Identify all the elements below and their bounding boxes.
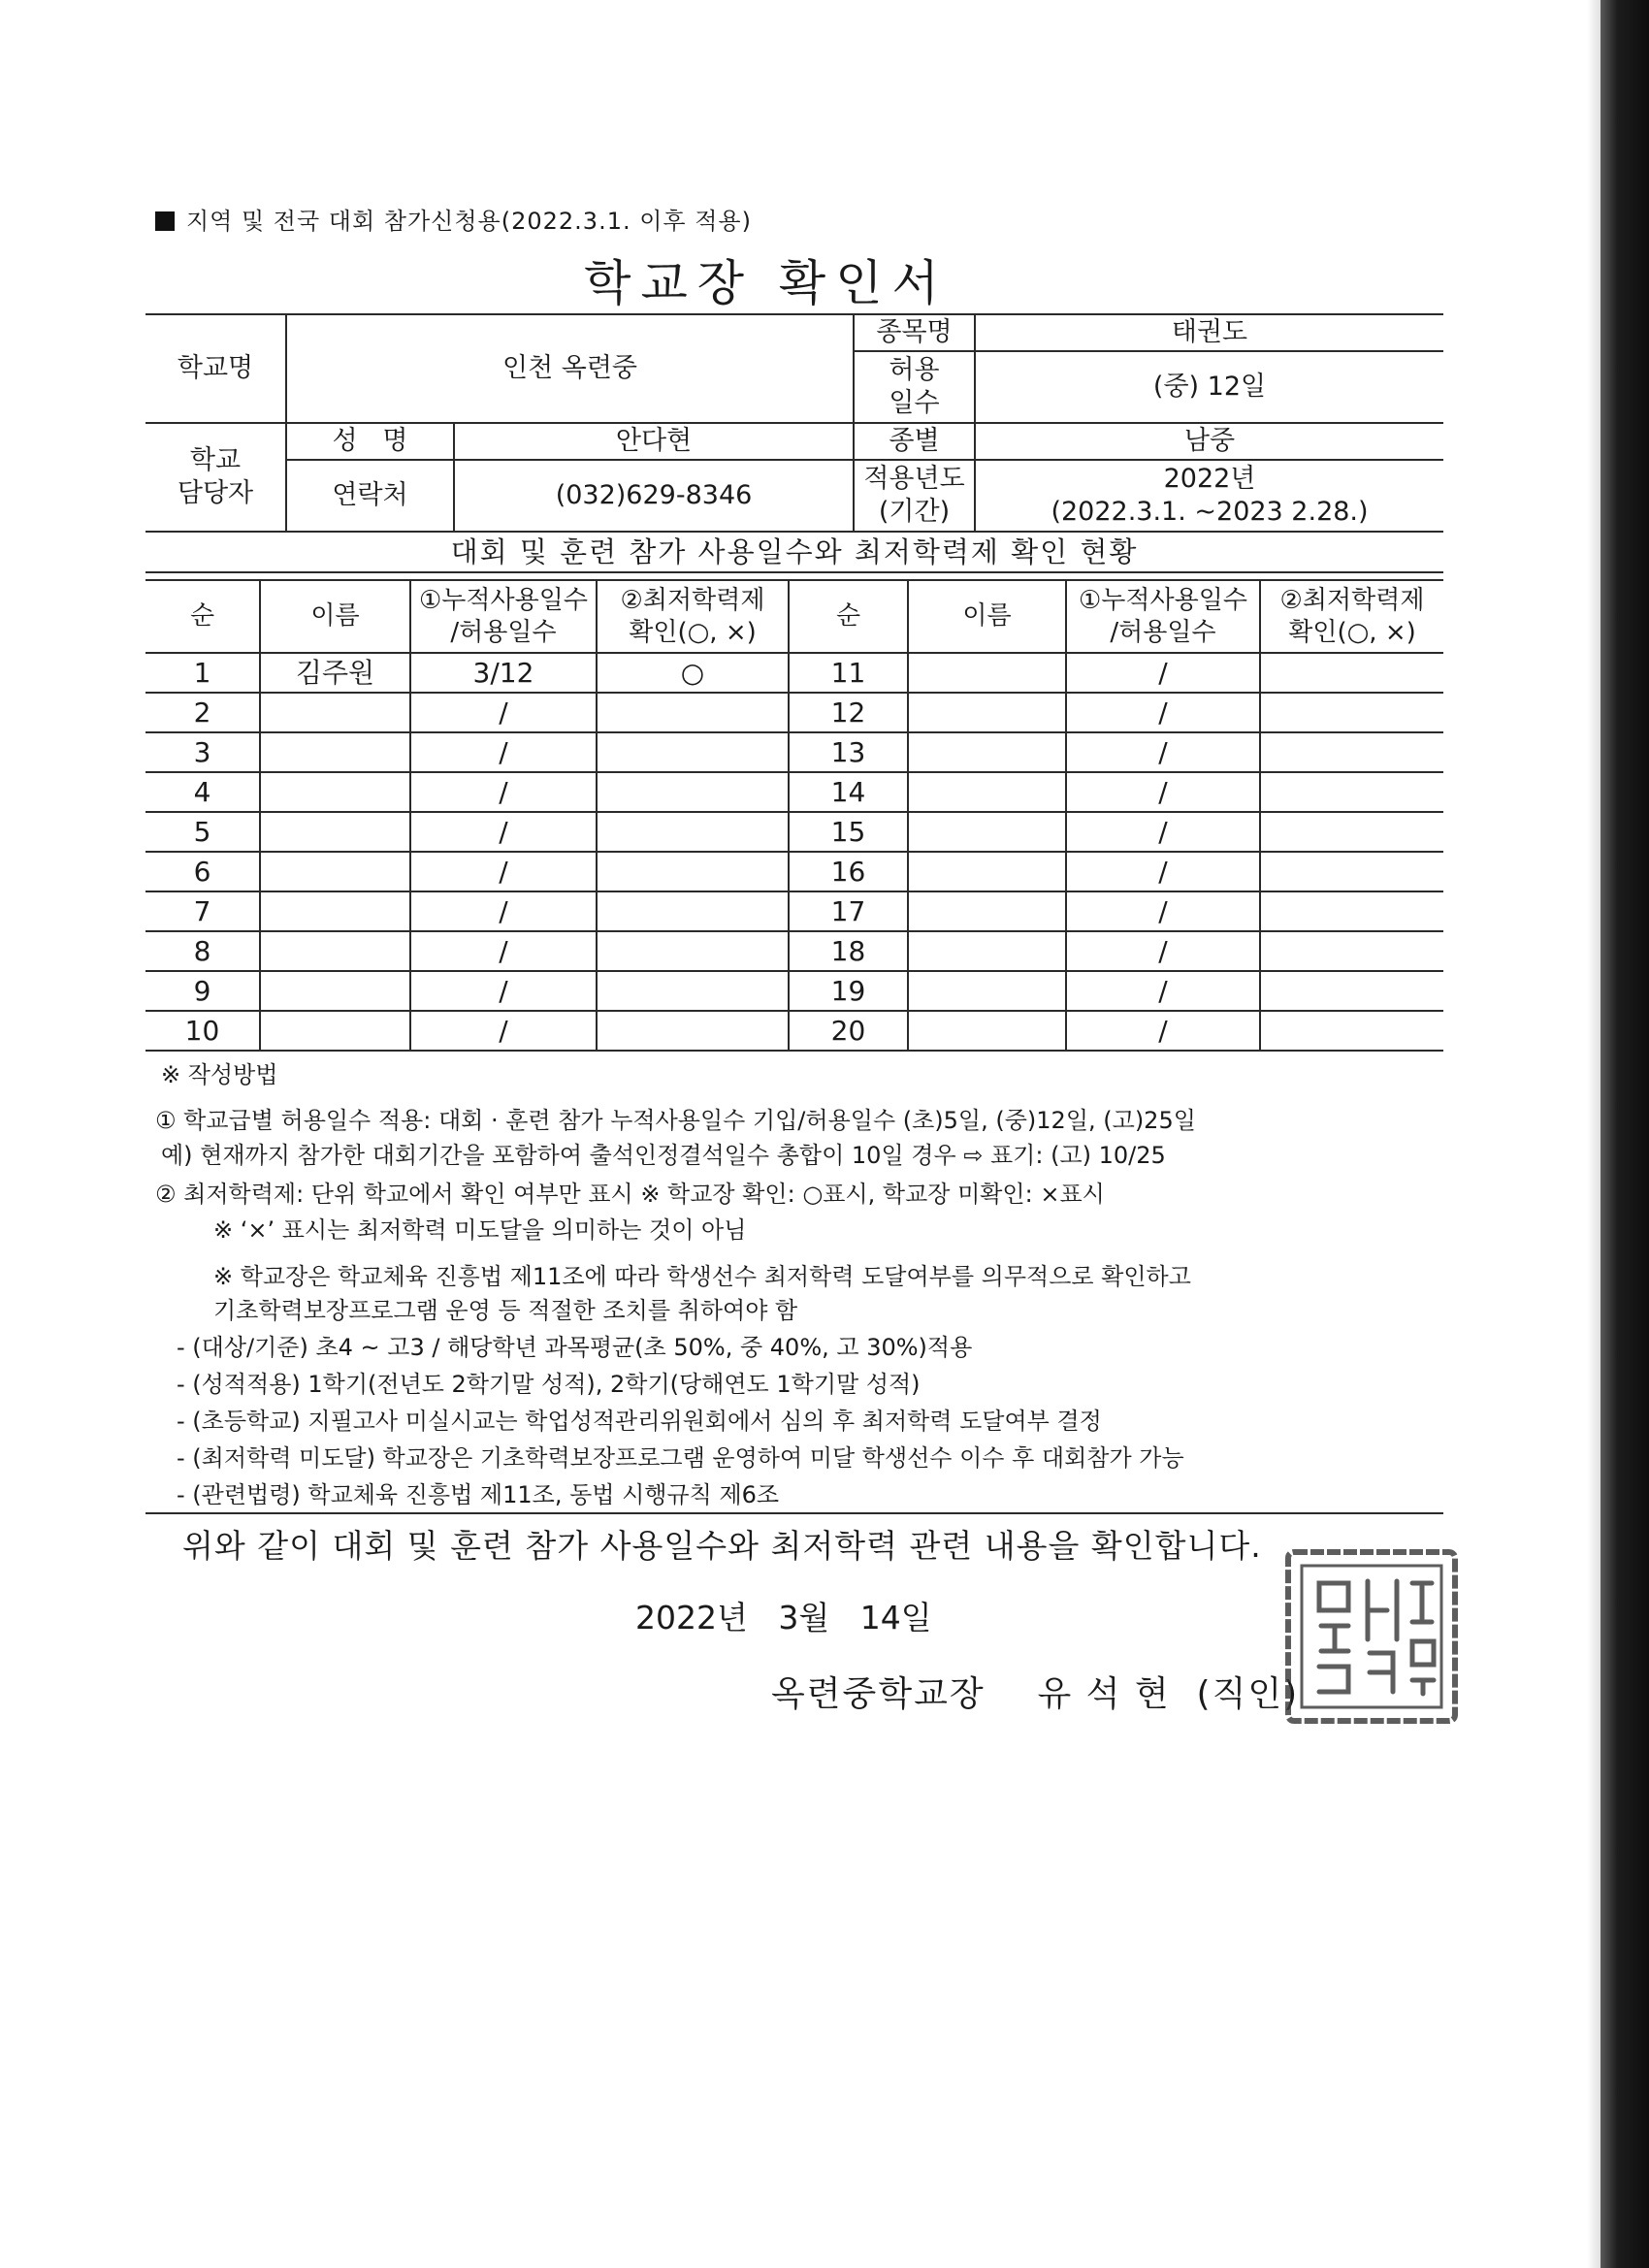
roster-cell-days: / bbox=[1066, 1011, 1260, 1051]
roster-cell-name bbox=[260, 812, 410, 852]
col-name-left: 이름 bbox=[260, 580, 410, 653]
roster-cell-name bbox=[908, 1011, 1066, 1051]
roster-cell-no: 17 bbox=[789, 891, 908, 931]
name-label: 성 명 bbox=[286, 423, 454, 460]
note-line: - (성적적용) 1학기(전년도 2학기말 성적), 2학기(당해연도 1학기말 성적) bbox=[177, 1371, 921, 1398]
col-days-left bbox=[410, 580, 597, 653]
col-days-line2: /허용일수 bbox=[450, 617, 557, 647]
roster-cell-check bbox=[1260, 852, 1443, 891]
roster-cell-days: / bbox=[410, 891, 597, 931]
col-academic-line2: 확인(○, ×) bbox=[629, 617, 757, 647]
divider bbox=[146, 1512, 1443, 1514]
allowed-days-label-line1: 허용 bbox=[889, 355, 940, 386]
col-days-line1: ①누적사용일수 bbox=[1078, 586, 1247, 615]
note-line: - (최저학력 미도달) 학교장은 기초학력보장프로그램 운영하여 미달 학생선수 이수 후 대회참가 가능 bbox=[177, 1444, 1184, 1472]
manager-label bbox=[146, 423, 286, 532]
roster-cell-name bbox=[908, 653, 1066, 693]
date-year: 2022년 bbox=[635, 1599, 748, 1636]
signature-line bbox=[771, 1667, 1299, 1716]
roster-cell-no: 15 bbox=[789, 812, 908, 852]
roster-table bbox=[146, 579, 1443, 1052]
col-no-left: 순 bbox=[146, 580, 260, 653]
sport-value: 태권도 bbox=[975, 314, 1443, 351]
col-name-right: 이름 bbox=[908, 580, 1066, 653]
note-line: ② 최저학력제: 단위 학교에서 확인 여부만 표시 ※ 학교장 확인: ○표시, 학교장 미확인: ×표시 bbox=[155, 1181, 1105, 1208]
signature-principal: 유 석 현 bbox=[1037, 1674, 1171, 1714]
col-academic-line2: 확인(○, ×) bbox=[1288, 617, 1416, 647]
table-row bbox=[146, 772, 1443, 812]
roster-cell-days: / bbox=[1066, 772, 1260, 812]
roster-cell-name bbox=[260, 891, 410, 931]
roster-cell-no: 13 bbox=[789, 732, 908, 772]
year-value-line2: (2022.3.1. ~2023 2.28.) bbox=[1051, 497, 1369, 527]
document-title: 학교장 확인서 bbox=[584, 255, 949, 311]
roster-cell-name bbox=[908, 772, 1066, 812]
roster-cell-no: 9 bbox=[146, 971, 260, 1011]
col-no-right: 순 bbox=[789, 580, 908, 653]
roster-cell-check bbox=[1260, 653, 1443, 693]
roster-cell-days: / bbox=[410, 1011, 597, 1051]
roster-cell-name bbox=[260, 693, 410, 732]
roster-cell-check bbox=[597, 772, 789, 812]
roster-cell-no: 1 bbox=[146, 653, 260, 693]
roster-cell-name bbox=[908, 931, 1066, 971]
scan-edge bbox=[1600, 0, 1649, 2268]
roster-cell-name bbox=[908, 852, 1066, 891]
roster-cell-check bbox=[597, 693, 789, 732]
roster-cell-days: / bbox=[410, 852, 597, 891]
roster-cell-days: / bbox=[410, 732, 597, 772]
roster-cell-days: 3/12 bbox=[410, 653, 597, 693]
school-label: 학교명 bbox=[146, 314, 286, 423]
roster-cell-days: / bbox=[410, 772, 597, 812]
scan-shadow bbox=[1587, 0, 1600, 2268]
roster-cell-days: / bbox=[1066, 812, 1260, 852]
name-value: 안다현 bbox=[454, 423, 854, 460]
col-academic-left bbox=[597, 580, 789, 653]
table-row bbox=[146, 812, 1443, 852]
roster-cell-days: / bbox=[1066, 653, 1260, 693]
roster-cell-check bbox=[1260, 891, 1443, 931]
roster-cell-check bbox=[597, 1011, 789, 1051]
roster-cell-no: 3 bbox=[146, 732, 260, 772]
roster-cell-name bbox=[908, 891, 1066, 931]
year-label-line2: (기간) bbox=[878, 497, 951, 527]
roster-cell-days: / bbox=[1066, 852, 1260, 891]
roster-cell-check bbox=[597, 971, 789, 1011]
contact-value: (032)629-8346 bbox=[454, 460, 854, 532]
roster-cell-name bbox=[260, 772, 410, 812]
roster-cell-no: 12 bbox=[789, 693, 908, 732]
roster-cell-days: / bbox=[1066, 931, 1260, 971]
roster-cell-no: 8 bbox=[146, 931, 260, 971]
confirmation-text: 위와 같이 대회 및 훈련 참가 사용일수와 최저학력 관련 내용을 확인합니다. bbox=[182, 1527, 1262, 1565]
table-row bbox=[146, 732, 1443, 772]
roster-cell-no: 6 bbox=[146, 852, 260, 891]
table-row bbox=[146, 693, 1443, 732]
roster-cell-check bbox=[597, 732, 789, 772]
roster-cell-no: 5 bbox=[146, 812, 260, 852]
allowed-days-label-line2: 일수 bbox=[889, 388, 940, 418]
roster-cell-name bbox=[260, 732, 410, 772]
roster-cell-days: / bbox=[1066, 693, 1260, 732]
roster-cell-name bbox=[260, 931, 410, 971]
col-academic-right bbox=[1260, 580, 1443, 653]
roster-cell-name bbox=[260, 1011, 410, 1051]
roster-cell-days: / bbox=[1066, 971, 1260, 1011]
roster-cell-name bbox=[908, 812, 1066, 852]
black-square-icon bbox=[155, 211, 175, 231]
col-days-line2: /허용일수 bbox=[1110, 617, 1216, 647]
roster-cell-no: 2 bbox=[146, 693, 260, 732]
official-seal-icon bbox=[1280, 1544, 1463, 1729]
col-days-line1: ①누적사용일수 bbox=[418, 586, 588, 615]
table-row bbox=[146, 891, 1443, 931]
info-table bbox=[146, 313, 1443, 573]
roster-cell-name bbox=[908, 971, 1066, 1011]
note-line: 기초학력보장프로그램 운영 등 적절한 조치를 취하여야 함 bbox=[213, 1297, 798, 1324]
note-line: ① 학교급별 허용일수 적용: 대회 · 훈련 참가 누적사용일수 기입/허용일수 (초)5일, (중)12일, (고)25일 bbox=[155, 1107, 1196, 1134]
col-academic-line1: ②최저학력제 bbox=[620, 586, 765, 615]
roster-cell-days: / bbox=[410, 971, 597, 1011]
header-note bbox=[155, 202, 752, 236]
section-title: 대회 및 훈련 참가 사용일수와 최저학력제 확인 현황 bbox=[146, 532, 1443, 572]
roster-cell-no: 18 bbox=[789, 931, 908, 971]
roster-cell-no: 10 bbox=[146, 1011, 260, 1051]
roster-cell-check bbox=[597, 891, 789, 931]
roster-cell-check bbox=[1260, 732, 1443, 772]
note-line: ※ ‘×’ 표시는 최저학력 미도달을 의미하는 것이 아님 bbox=[213, 1216, 747, 1244]
manager-label-line2: 담당자 bbox=[177, 478, 254, 508]
roster-cell-no: 19 bbox=[789, 971, 908, 1011]
roster-cell-check bbox=[1260, 693, 1443, 732]
note-line: ※ 학교장은 학교체육 진흥법 제11조에 따라 학생선수 최저학력 도달여부를 의무적으로 확인하고 bbox=[213, 1263, 1191, 1290]
contact-label: 연락처 bbox=[286, 460, 454, 532]
header-note-text: 지역 및 전국 대회 참가신청용(2022.3.1. 이후 적용) bbox=[186, 208, 752, 235]
roster-cell-name: 김주원 bbox=[260, 653, 410, 693]
table-row bbox=[146, 1011, 1443, 1051]
roster-cell-check: ○ bbox=[597, 653, 789, 693]
roster-cell-name bbox=[260, 971, 410, 1011]
note-line: - (초등학교) 지필고사 미실시교는 학업성적관리위원회에서 심의 후 최저학력 도달여부 결정 bbox=[177, 1408, 1102, 1435]
year-value-line1: 2022년 bbox=[1163, 464, 1256, 495]
roster-cell-no: 4 bbox=[146, 772, 260, 812]
year-value bbox=[975, 460, 1443, 532]
table-row bbox=[146, 852, 1443, 891]
notes-heading: ※ 작성방법 bbox=[161, 1061, 278, 1088]
table-row bbox=[146, 971, 1443, 1011]
col-academic-line1: ②최저학력제 bbox=[1279, 586, 1425, 615]
roster-body bbox=[146, 653, 1443, 1051]
roster-cell-days: / bbox=[1066, 732, 1260, 772]
roster-cell-name bbox=[260, 852, 410, 891]
roster-cell-check bbox=[597, 852, 789, 891]
roster-cell-no: 16 bbox=[789, 852, 908, 891]
category-value: 남중 bbox=[975, 423, 1443, 460]
roster-cell-no: 7 bbox=[146, 891, 260, 931]
roster-cell-check bbox=[597, 812, 789, 852]
note-line: - (관련법령) 학교체육 진흥법 제11조, 동법 시행규칙 제6조 bbox=[177, 1481, 780, 1508]
roster-cell-name bbox=[908, 732, 1066, 772]
table-row bbox=[146, 653, 1443, 693]
sport-label: 종목명 bbox=[854, 314, 975, 351]
allowed-days-label bbox=[854, 351, 975, 423]
col-days-right bbox=[1066, 580, 1260, 653]
category-label: 종별 bbox=[854, 423, 975, 460]
manager-label-line1: 학교 bbox=[189, 445, 242, 476]
roster-cell-days: / bbox=[410, 931, 597, 971]
table-row bbox=[146, 931, 1443, 971]
seal-mark-text: (직인) bbox=[1196, 1674, 1300, 1714]
year-label-line1: 적용년도 bbox=[863, 464, 965, 495]
roster-cell-check bbox=[1260, 772, 1443, 812]
roster-cell-days: / bbox=[410, 812, 597, 852]
roster-cell-check bbox=[1260, 1011, 1443, 1051]
school-value: 인천 옥련중 bbox=[286, 314, 854, 423]
roster-cell-no: 20 bbox=[789, 1011, 908, 1051]
roster-cell-days: / bbox=[410, 693, 597, 732]
note-line: - (대상/기준) 초4 ~ 고3 / 해당학년 과목평균(초 50%, 중 40%, 고 30%)적용 bbox=[177, 1334, 973, 1361]
note-line: 예) 현재까지 참가한 대회기간을 포함하여 출석인정결석일수 총합이 10일 경우 ⇨ 표기: (고) 10/25 bbox=[161, 1142, 1166, 1169]
roster-cell-no: 11 bbox=[789, 653, 908, 693]
allowed-days-value: (중) 12일 bbox=[975, 351, 1443, 423]
date-day: 14일 bbox=[859, 1599, 932, 1636]
roster-cell-check bbox=[597, 931, 789, 971]
date-line bbox=[635, 1593, 932, 1638]
roster-cell-check bbox=[1260, 931, 1443, 971]
roster-cell-check bbox=[1260, 812, 1443, 852]
roster-cell-no: 14 bbox=[789, 772, 908, 812]
roster-cell-name bbox=[908, 693, 1066, 732]
year-label bbox=[854, 460, 975, 532]
signature-school: 옥련중학교장 bbox=[771, 1674, 986, 1714]
date-month: 3월 bbox=[778, 1599, 830, 1636]
roster-cell-days: / bbox=[1066, 891, 1260, 931]
roster-cell-check bbox=[1260, 971, 1443, 1011]
